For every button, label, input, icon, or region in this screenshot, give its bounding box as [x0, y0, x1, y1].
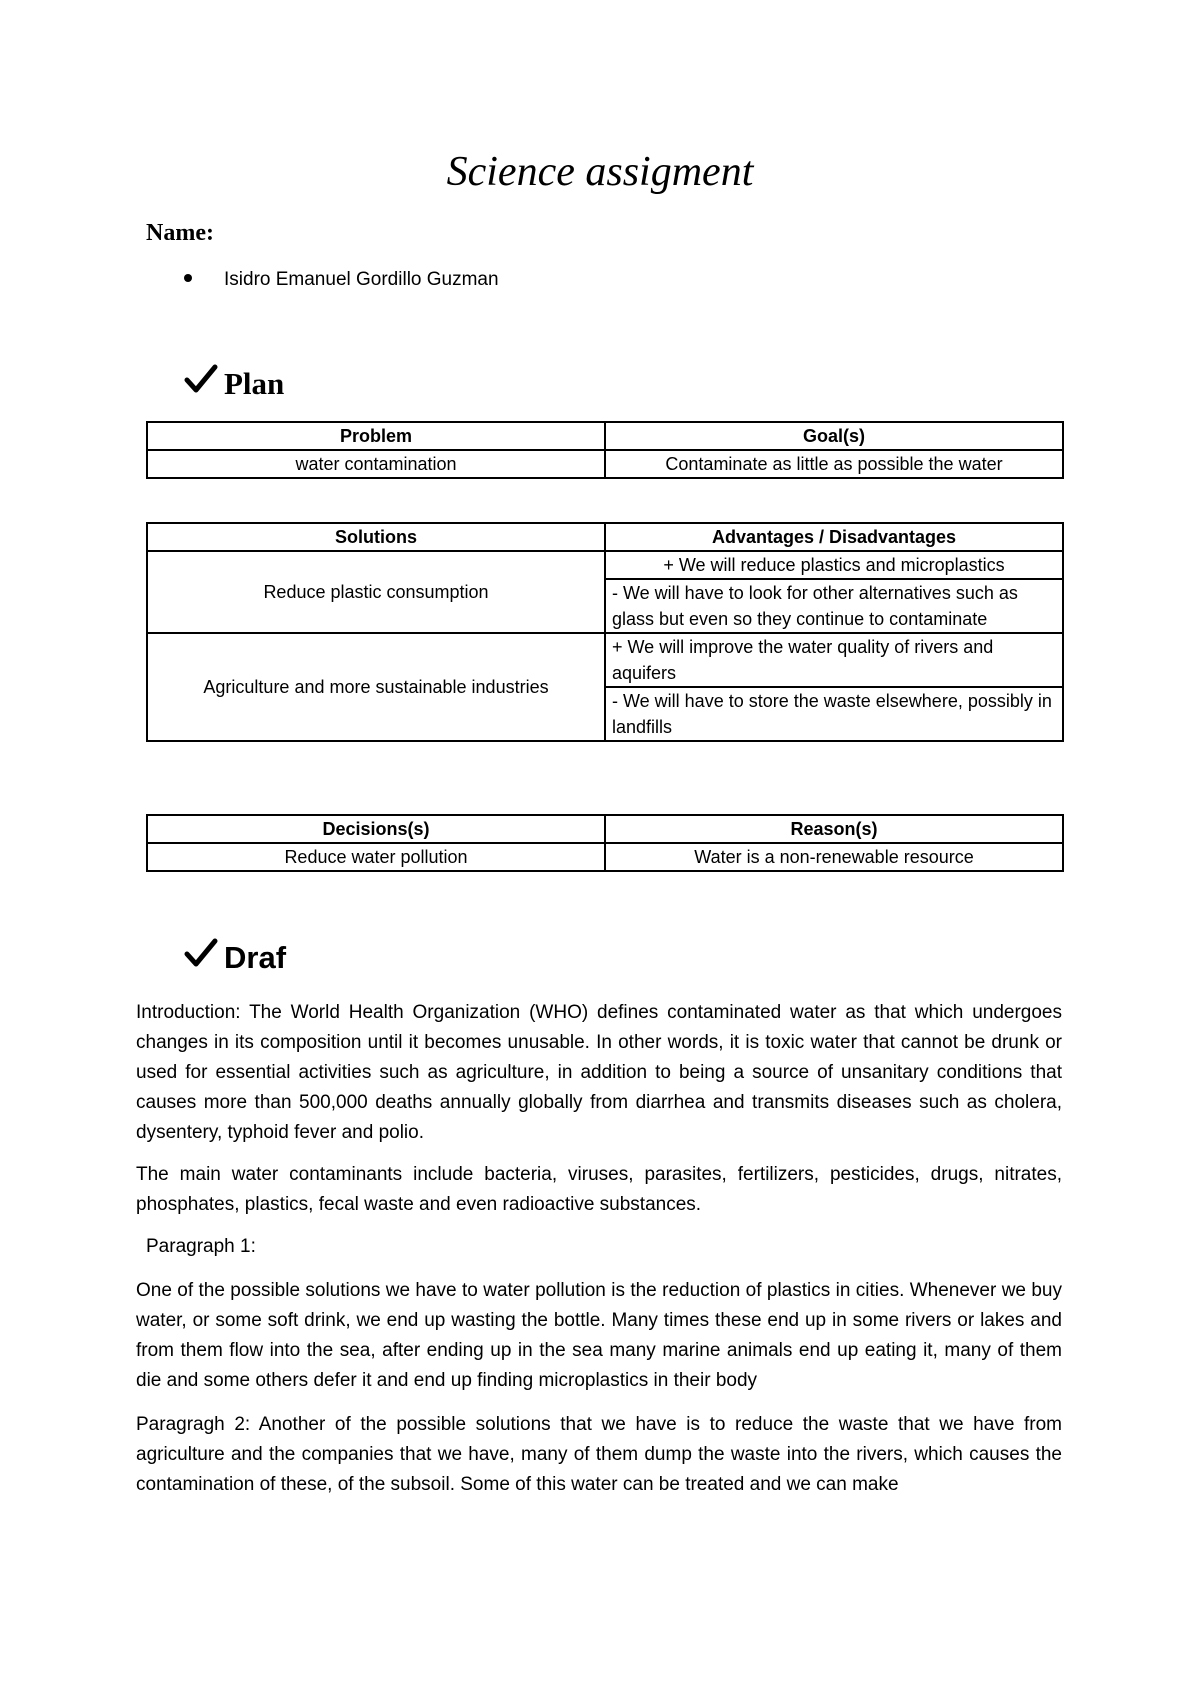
solution-2-advantage: + We will improve the water quality of rivers and aquifers	[605, 633, 1063, 687]
draf-heading	[184, 938, 286, 978]
draft-body	[136, 998, 1062, 1500]
student-name: Isidro Emanuel Gordillo Guzman	[224, 269, 499, 290]
check-icon	[184, 938, 218, 968]
solution-cell-1: Reduce plastic consumption	[147, 551, 605, 633]
problem-goal-table	[146, 421, 1064, 479]
table-header-problem: Problem	[147, 422, 605, 450]
table-header-solutions: Solutions	[147, 523, 605, 551]
decisions-table	[146, 814, 1064, 872]
paragraph-1: One of the possible solutions we have to water pollution is the reduction of plastics in cities. Whenever we buy water, or some soft drink, we end up wasting the bottle. Many times these end up in some rivers or lakes and from them flow into the sea, after ending up in the sea many marine animals end up eating it, many of them die and some others defer it and end up finding microplastics in their body	[136, 1280, 1062, 1391]
solution-1-disadvantage: - We will have to look for other alternatives such as glass but even so they continue to contaminate	[605, 579, 1063, 633]
check-icon	[184, 364, 218, 394]
solution-2-disadvantage: - We will have to store the waste elsewhere, possibly in landfills	[605, 687, 1063, 741]
plan-heading	[184, 364, 284, 404]
table-header-goal: Goal(s)	[605, 422, 1063, 450]
document-title: Science assigment	[446, 149, 754, 195]
goal-cell: Contaminate as little as possible the water	[605, 450, 1063, 478]
introduction-paragraph: Introduction: The World Health Organization (WHO) defines contaminated water as that which undergoes changes in its composition until it becomes unusable. In other words, it is toxic water that cannot be drunk or used for essential activities such as agriculture, in addition to being a source of unsanitary conditions that causes more than 500,000 deaths annually globally from diarrhea and transmits diseases such as cholera, dysentery, typhoid fever and polio.	[136, 1002, 1062, 1143]
contaminants-paragraph: The main water contaminants include bacteria, viruses, parasites, fertilizers, pesticides, drugs, nitrates, phosphates, plastics, fecal waste and even radioactive substances.	[136, 1164, 1062, 1215]
draf-heading-label: Draf	[224, 940, 287, 975]
solution-cell-2: Agriculture and more sustainable industries	[147, 633, 605, 741]
paragraph-1-label: Paragraph 1:	[146, 1236, 256, 1257]
bullet-icon	[184, 274, 192, 282]
table-header-decisions: Decisions(s)	[147, 815, 605, 843]
table-header-reasons: Reason(s)	[605, 815, 1063, 843]
plan-heading-label: Plan	[224, 366, 285, 401]
decision-cell: Reduce water pollution	[147, 843, 605, 871]
paragraph-2: Paragragh 2: Another of the possible solutions that we have is to reduce the waste that we have from agriculture and the companies that we have, many of them dump the waste into the rivers, which causes the contamination of these, of the subsoil. Some of this water can be treated and we can make	[136, 1414, 1062, 1495]
name-label: Name:	[146, 220, 214, 246]
reason-cell: Water is a non-renewable resource	[605, 843, 1063, 871]
solution-1-advantage: + We will reduce plastics and microplastics	[605, 551, 1063, 579]
problem-cell: water contamination	[147, 450, 605, 478]
solutions-table	[146, 522, 1064, 742]
table-header-advantages: Advantages / Disadvantages	[605, 523, 1063, 551]
